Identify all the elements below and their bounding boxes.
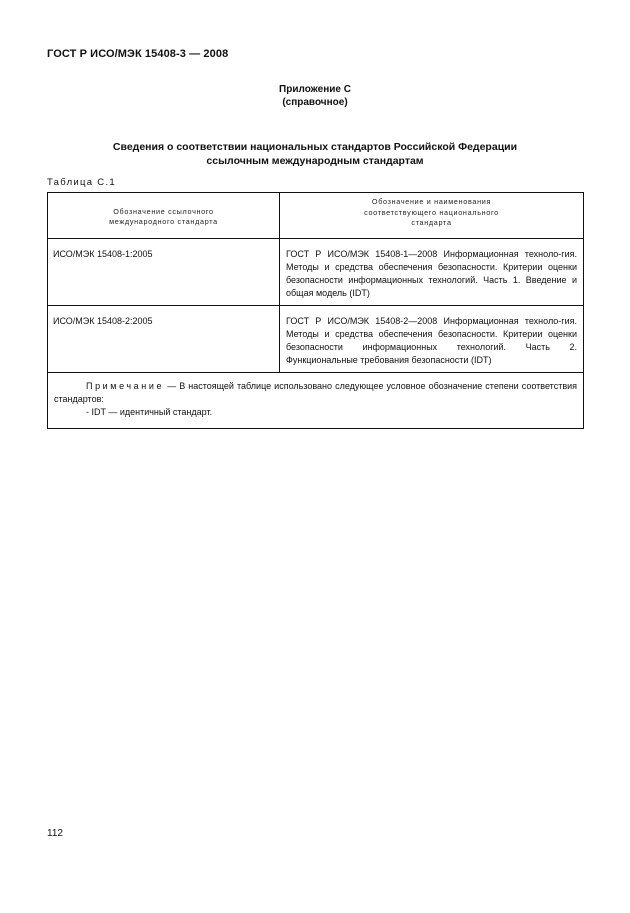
table-row xyxy=(48,239,584,306)
section-title xyxy=(0,140,630,168)
note-text: — В настоящей таблице использовано следующее условное обозначение степени соответствия стандартов: xyxy=(54,381,577,404)
table-note xyxy=(48,373,584,429)
header-line: стандарта xyxy=(411,218,452,227)
national-standard-cell: ГОСТ Р ИСО/МЭК 15408-2—2008 Информационная техноло-гия. Методы и средства обеспечения безопасности. Критерии оценки безопасности информационных технологий. Часть 2. Функциональные требования безопасности (IDT) xyxy=(280,306,584,373)
section-title-line1: Сведения о соответствии национальных стандартов Российской Федерации xyxy=(112,141,518,153)
header-cell-national xyxy=(280,193,584,239)
note-item-text: - IDT — идентичный стандарт. xyxy=(86,407,213,417)
note-item xyxy=(54,406,577,419)
standards-table xyxy=(47,192,584,429)
table-row xyxy=(48,306,584,373)
note-label: Примечание xyxy=(86,381,165,391)
annex-title: Приложение С xyxy=(279,84,351,95)
page-number: 112 xyxy=(47,828,63,839)
table-header-row xyxy=(48,193,584,239)
header-line: Обозначение и наименования xyxy=(371,197,492,206)
header-line: соответствующего национального xyxy=(364,207,499,217)
table-note-row xyxy=(48,373,584,429)
note-paragraph xyxy=(54,380,577,406)
table-label: Таблица С.1 xyxy=(47,177,116,188)
header-line: Обозначение ссылочного xyxy=(113,206,214,216)
document-header: ГОСТ Р ИСО/МЭК 15408-3 — 2008 xyxy=(47,48,229,60)
annex-heading xyxy=(0,83,630,109)
annex-subtitle: (справочное) xyxy=(282,97,348,108)
section-title-line2: ссылочным международным стандартам xyxy=(206,155,424,167)
header-cell-reference xyxy=(48,193,280,239)
header-line: международного стандарта xyxy=(109,217,218,226)
national-standard-cell: ГОСТ Р ИСО/МЭК 15408-1—2008 Информационная техноло-гия. Методы и средства обеспечения безопасности. Критерии оценки безопасности информационных технологий. Часть 1. Введение и общая модель (IDT) xyxy=(280,239,584,306)
reference-standard-cell: ИСО/МЭК 15408-2:2005 xyxy=(48,306,280,373)
reference-standard-cell: ИСО/МЭК 15408-1:2005 xyxy=(48,239,280,306)
